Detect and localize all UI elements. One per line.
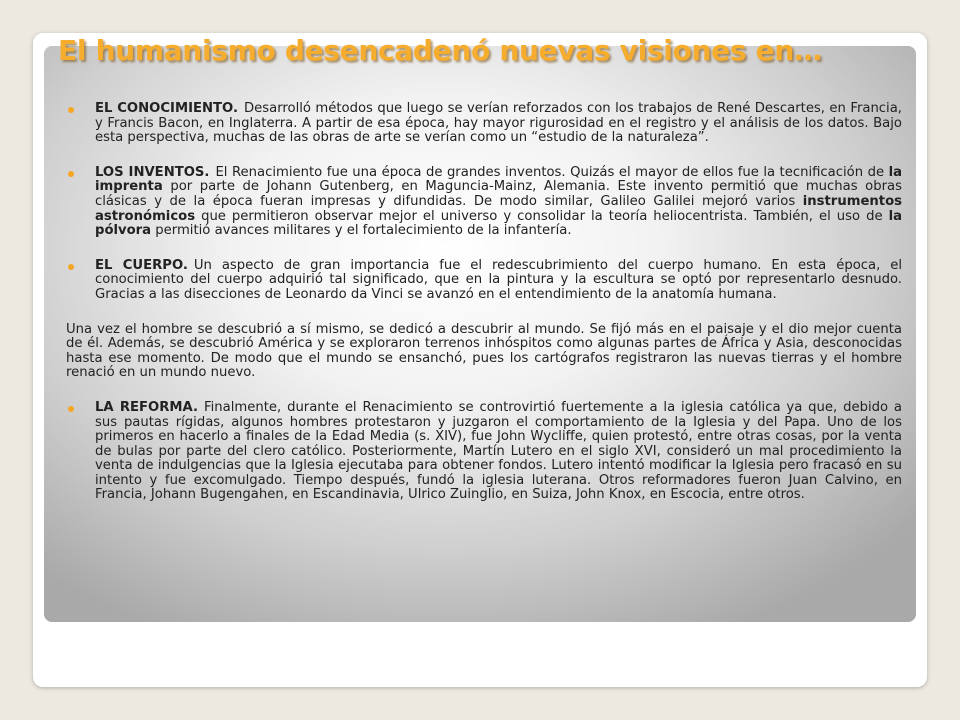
bullet-text: que permitieron observar mejor el universo y consolidar la teoría heliocentrista. También, el uso de: [195, 208, 889, 224]
bullet-lead: LA REFORMA.: [95, 399, 199, 415]
plain-paragraph: Una vez el hombre se descubrió a sí mismo, se dedicó a descubrir al mundo. Se fijó más en el paisaje y el dio mejor cuenta de él. Además, se descubrió América y se exploraron terrenos inhóspitos como algunas partes de África y Asia, desconocidas hasta ese momento. De modo que el mundo se ensanchó, pues los cartógrafos registraron las nuevas tierras y el hombre renació en un mundo nuevo.: [66, 321, 902, 381]
bullet-item-cuerpo: [66, 259, 902, 303]
bullet-dot-icon: [68, 264, 74, 270]
slide-body: [66, 102, 902, 523]
bullet-text: Desarrolló métodos que luego se verían reforzados con los trabajos de René Descartes, en Francia, y Francis Bacon, en Inglaterra. A partir de esa época, hay mayor rigurosidad en el registro y el análisis de los datos. Bajo esta perspectiva, muchas de las obras de arte se verían como un “estudio de la naturaleza”.: [95, 101, 902, 146]
bold-term: instrumentos astronómicos: [95, 193, 902, 224]
bullet-lead: EL CONOCIMIENTO.: [95, 101, 238, 116]
bullet-dot-icon: [68, 107, 74, 113]
bold-term: la imprenta: [95, 164, 902, 195]
bullet-text: Un aspecto de gran importancia fue el redescubrimiento del cuerpo humano. En esta época, el conocimiento del cuerpo adquirió tal significado, que en la pintura y la escultura se optó por representarlo desnudo. Gracias a las disecciones de Leonardo da Vinci se avanzó en el entendimiento de la anatomía humana.: [95, 257, 902, 302]
bold-term: la pólvora: [95, 208, 902, 239]
slide-title: El humanismo desencadenó nuevas visiones en…: [58, 34, 822, 67]
bullet-text: por parte de Johann Gutenberg, en Maguncia-Mainz, Alemania. Este invento permitió que muchas obras clásicas y de la época fueran impresas y difundidas. De modo similar, Galileo Galilei mejoró varios: [95, 179, 902, 209]
bullet-item-conocimiento: [66, 102, 902, 146]
bullet-text: Finalmente, durante el Renacimiento se controvirtió fuertemente a la iglesia católica ya que, debido a sus pautas rígidas, algunos hombres protestaron y juzgaron el comportamiento de la Iglesia y del Papa. Uno de los primeros en hacerlo a finales de la Edad Media (s. XIV), fue John Wycliffe, quien protestó, entre otras cosas, por la venta de bulas por parte del clero católico. Posteriormente, Martín Lutero en el siglo XVI, consideró un mal procedimiento la venta de indulgencias que la Iglesia ejecutaba para obtener fondos. Lutero intentó modificar la Iglesia pero fracasó en su intento y fue excomulgado. Tiempo después, fundó la iglesia luterana. Otros reformadores fueron Juan Calvino, en Francia, Johann Bugengahen, en Escandinavia, Ulrico Zuinglio, en Suiza, John Knox, en Escocia, entre otros.: [95, 399, 902, 503]
bullet-text: permitió avances militares y el fortalecimiento de la infantería.: [151, 223, 572, 239]
bullet-lead: LOS INVENTOS.: [95, 164, 210, 180]
bullet-lead: EL CUERPO.: [95, 257, 188, 273]
bullet-item-inventos: [66, 166, 902, 239]
bullet-dot-icon: [68, 406, 74, 412]
bullet-text: El Renacimiento fue una época de grandes inventos. Quizás el mayor de ellos fue la tecnificación de: [215, 164, 889, 180]
bullet-dot-icon: [68, 171, 74, 177]
bullet-item-reforma: [66, 401, 902, 503]
